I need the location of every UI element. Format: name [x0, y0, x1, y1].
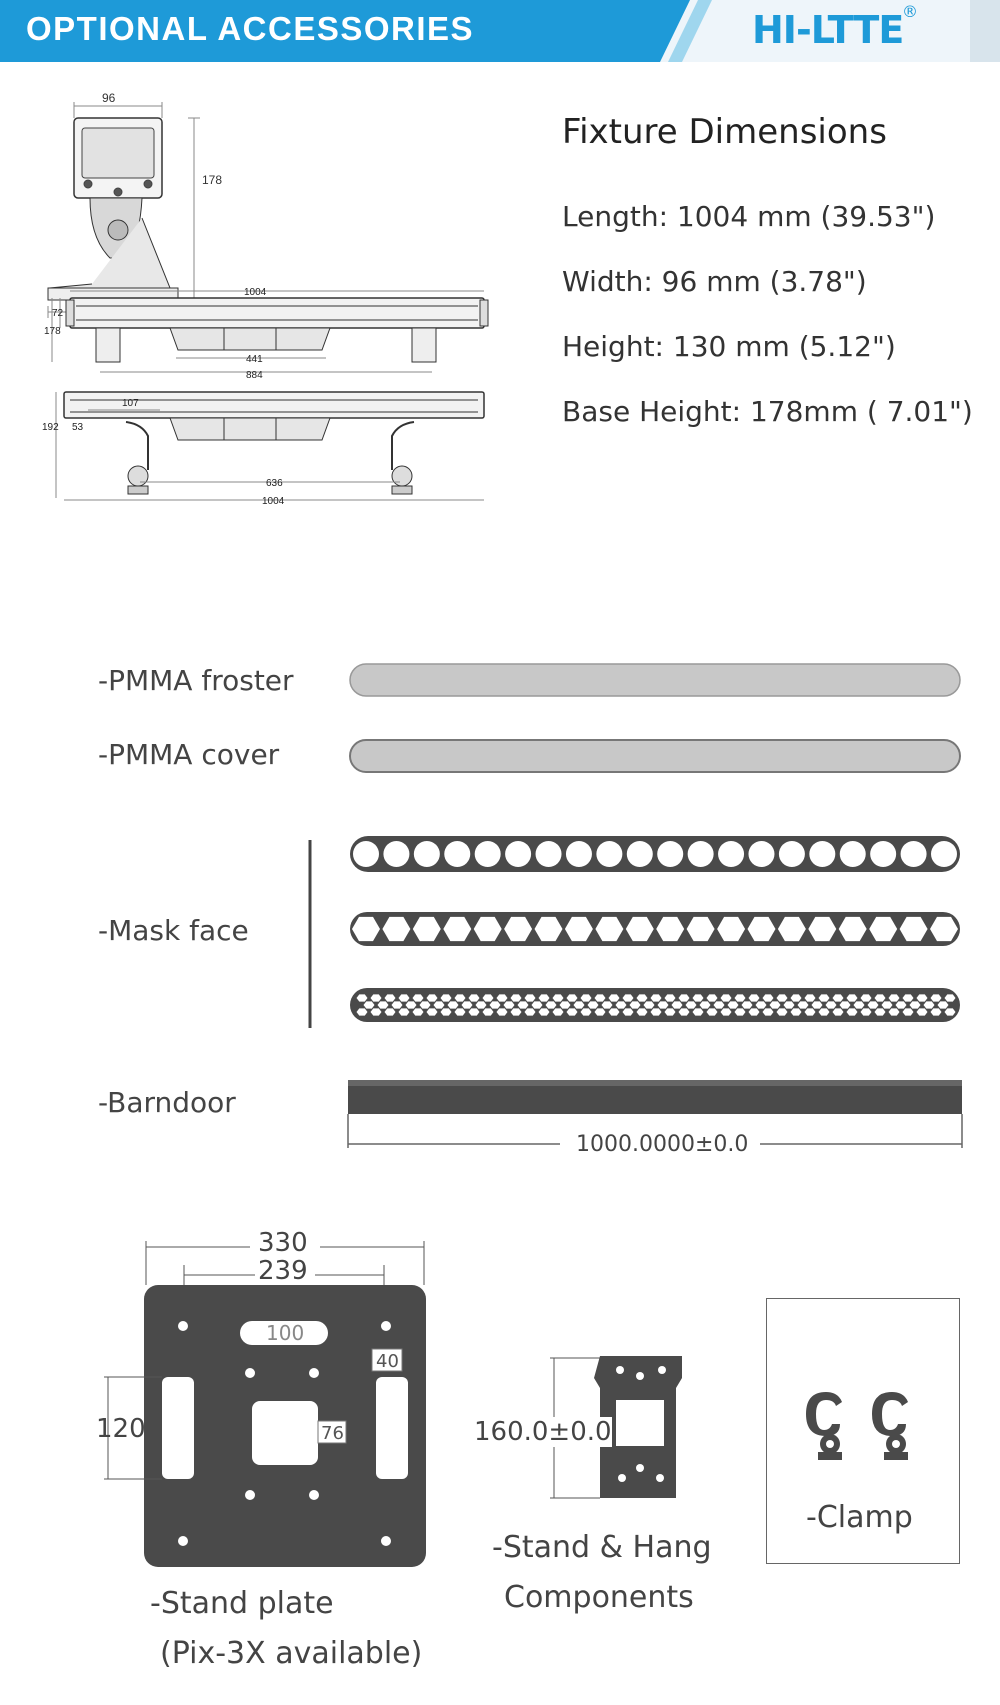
clamp-icon [806, 1392, 842, 1460]
side1-inner-dim: 441 [246, 354, 263, 365]
plate-dim-40: 40 [376, 1351, 399, 1372]
registered-mark: ® [902, 2, 918, 21]
plate-dim-100: 100 [266, 1321, 305, 1345]
spec-height: Height: 130 mm (5.12") [562, 330, 896, 363]
mask-face-honeycomb [350, 988, 960, 1022]
stand-plate-subcaption: (Pix-3X available) [160, 1636, 423, 1671]
brand-logo: HI-LTTE [752, 8, 904, 52]
plate-dim-120: 120 [96, 1414, 146, 1444]
end-view [48, 102, 200, 318]
plate-dim-330: 330 [258, 1228, 308, 1258]
plate-dim-76: 76 [321, 1423, 344, 1444]
clamp-icons [796, 1386, 936, 1466]
barndoor-dimension: 1000.0000±0.0 [576, 1132, 749, 1157]
side1-span-dim: 884 [246, 370, 263, 381]
end-height-dim: 178 [202, 173, 223, 187]
side1-height-a-dim: 72 [52, 308, 64, 319]
page-title: OPTIONAL ACCESSORIES [26, 10, 475, 47]
label-pmma-froster: -PMMA froster [98, 664, 294, 697]
label-mask-face: -Mask face [98, 914, 249, 947]
side2-height-b-dim: 53 [72, 422, 84, 433]
pmma-cover-bar [350, 740, 960, 772]
side-view-1 [52, 291, 488, 372]
fixture-dimensions-title: Fixture Dimensions [562, 112, 887, 152]
clamp-caption: -Clamp [806, 1500, 913, 1535]
side2-length-dim: 1004 [262, 496, 285, 507]
stand-hang-subcaption: Components [504, 1580, 694, 1615]
side2-offset-dim: 107 [122, 398, 139, 409]
spec-width: Width: 96 mm (3.78") [562, 265, 867, 298]
side2-span-dim: 636 [266, 478, 283, 489]
side1-length-dim: 1004 [244, 287, 267, 298]
stand-hang-caption: -Stand & Hang [492, 1530, 712, 1565]
mask-face-hexagons [350, 912, 960, 946]
accessories-graphics [0, 640, 1000, 1160]
mask-face-circles [350, 836, 960, 872]
label-pmma-cover: -PMMA cover [98, 738, 280, 771]
spec-length: Length: 1004 mm (39.53") [562, 200, 936, 233]
side1-height-b-dim: 178 [44, 326, 61, 337]
spec-base-height: Base Height: 178mm ( 7.01") [562, 395, 973, 428]
fixture-technical-drawing [30, 88, 500, 558]
label-barndoor: -Barndoor [98, 1086, 236, 1119]
end-width-dim: 96 [102, 91, 116, 105]
header-banner [0, 0, 1000, 62]
plate-dim-239: 239 [258, 1256, 308, 1286]
stand-plate-caption: -Stand plate [150, 1586, 334, 1621]
pmma-froster-bar [350, 664, 960, 696]
side2-height-a-dim: 192 [42, 422, 59, 433]
hang-dimension: 160.0±0.0 [474, 1417, 612, 1447]
clamp-icon [872, 1392, 908, 1460]
